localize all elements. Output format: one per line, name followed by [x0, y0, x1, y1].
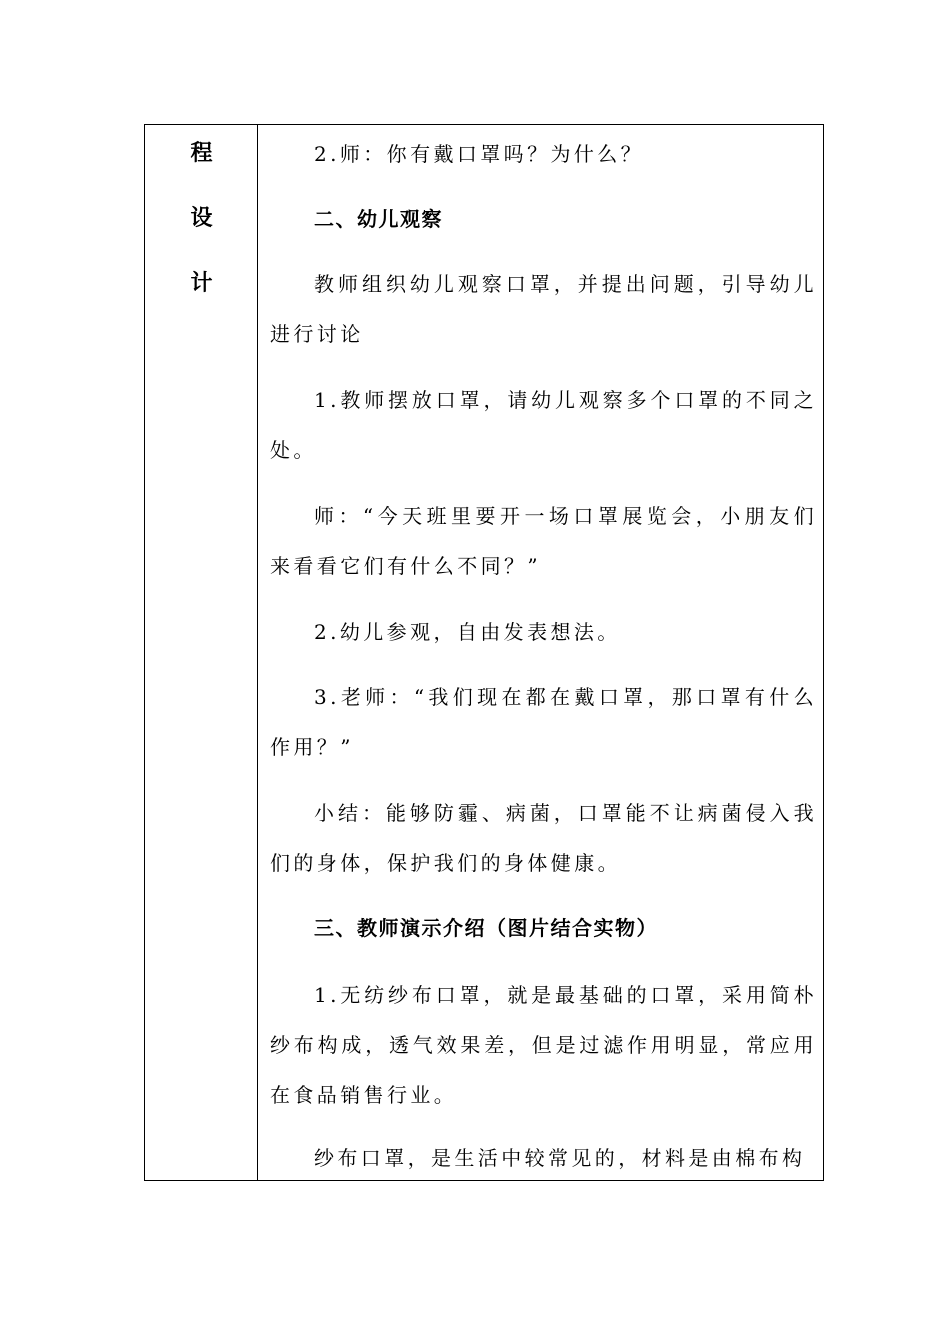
section-heading: 二、幼儿观察 [314, 207, 443, 231]
paragraph: 3.老师：“我们现在都在戴口罩，那口罩有什么作用？” [270, 685, 817, 759]
lesson-plan-table [144, 124, 824, 1181]
paragraph: 教师组织幼儿观察口罩，并提出问题，引导幼儿进行讨论 [270, 272, 817, 346]
section-heading: 三、教师演示介绍（图片结合实物） [314, 916, 658, 940]
paragraph: 1.教师摆放口罩，请幼儿观察多个口罩的不同之处。 [270, 388, 817, 462]
paragraph: 纱布口罩，是生活中较常见的，材料是由棉布构 [314, 1146, 806, 1170]
paragraph: 1.无纺纱布口罩，就是最基础的口罩，采用简朴纱布构成，透气效果差，但是过滤作用明显，常应用在食品销售行业。 [270, 983, 817, 1107]
paragraph: 师：“今天班里要开一场口罩展览会，小朋友们来看看它们有什么不同？” [270, 504, 817, 578]
section-label-char: 设 [190, 206, 213, 231]
paragraph: 2.师：你有戴口罩吗？为什么？ [314, 142, 645, 166]
section-label-char: 计 [190, 271, 213, 296]
paragraph: 2.幼儿参观，自由发表想法。 [314, 620, 621, 644]
section-label-cell [145, 125, 258, 1180]
section-label-char: 程 [190, 141, 213, 166]
paragraph: 小结：能够防霾、病菌，口罩能不让病菌侵入我们的身体，保护我们的身体健康。 [270, 801, 817, 875]
content-cell [258, 125, 823, 1180]
